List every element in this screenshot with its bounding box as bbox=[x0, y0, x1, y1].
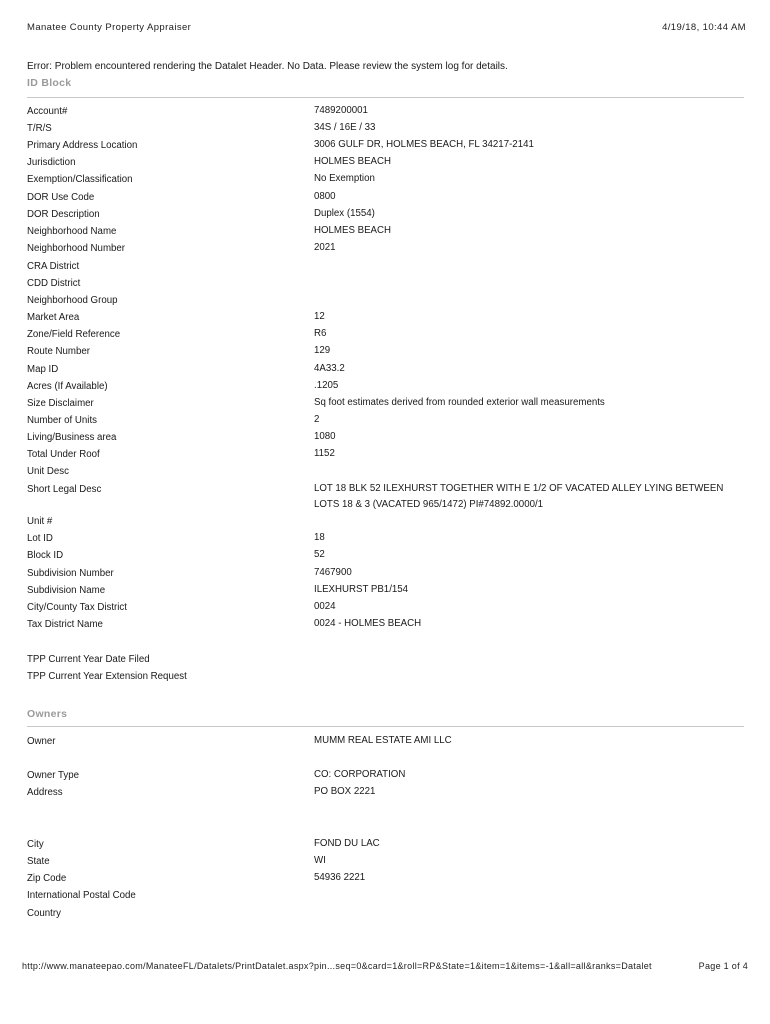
owners-title: Owners bbox=[27, 708, 68, 720]
page-url: http://www.manateepao.com/ManateeFL/Datalets/PrintDatalet.aspx?pin...seq=0&card=1&roll=RP&State=1&item=1&items=-1&all=all&ranks=Datalet bbox=[22, 961, 652, 971]
field-label: Market Area bbox=[27, 312, 80, 323]
field-label: Number of Units bbox=[27, 415, 97, 426]
field-value: R6 bbox=[314, 328, 327, 339]
field-label: Total Under Roof bbox=[27, 449, 100, 460]
field-label: Route Number bbox=[27, 346, 90, 357]
field-value: CO: CORPORATION bbox=[314, 769, 406, 780]
field-label: Owner Type bbox=[27, 770, 80, 781]
field-label: Primary Address Location bbox=[27, 140, 138, 151]
print-datetime: 4/19/18, 10:44 AM bbox=[662, 22, 746, 33]
field-value: FOND DU LAC bbox=[314, 838, 380, 849]
field-value: Sq foot estimates derived from rounded exterior wall measurements bbox=[314, 397, 605, 408]
error-message: Error: Problem encountered rendering the Datalet Header. No Data. Please review the system log for details. bbox=[27, 61, 508, 72]
field-value: 52 bbox=[314, 549, 325, 560]
field-value: 2 bbox=[314, 414, 320, 425]
field-value: Duplex (1554) bbox=[314, 208, 375, 219]
field-value: 0024 - HOLMES BEACH bbox=[314, 618, 422, 629]
field-label: Zip Code bbox=[27, 873, 67, 884]
field-label: Unit Desc bbox=[27, 466, 69, 477]
field-value: 34S / 16E / 33 bbox=[314, 122, 376, 133]
field-value: 54936 2221 bbox=[314, 872, 366, 883]
field-label: Map ID bbox=[27, 364, 59, 375]
field-value: 0024 bbox=[314, 601, 336, 612]
page-number: Page 1 of 4 bbox=[698, 961, 748, 971]
field-label: Zone/Field Reference bbox=[27, 329, 121, 340]
field-label: City bbox=[27, 839, 44, 850]
field-value: HOLMES BEACH bbox=[314, 156, 391, 167]
field-value: 7467900 bbox=[314, 567, 352, 578]
field-label: CRA District bbox=[27, 261, 80, 272]
field-label: Address bbox=[27, 787, 63, 798]
field-label: Unit # bbox=[27, 516, 53, 527]
field-value: 12 bbox=[314, 311, 325, 322]
field-label: Size Disclaimer bbox=[27, 398, 94, 409]
field-label: Lot ID bbox=[27, 533, 53, 544]
field-value: 3006 GULF DR, HOLMES BEACH, FL 34217-2141 bbox=[314, 139, 534, 150]
field-value: WI bbox=[314, 855, 326, 866]
field-value: PO BOX 2221 bbox=[314, 786, 376, 797]
field-value: 1152 bbox=[314, 448, 335, 459]
field-value: .1205 bbox=[314, 380, 339, 391]
field-value: 18 bbox=[314, 532, 325, 543]
field-label: Short Legal Desc bbox=[27, 484, 102, 495]
field-label: DOR Use Code bbox=[27, 192, 95, 203]
field-label: TPP Current Year Extension Request bbox=[27, 671, 187, 682]
field-label: Jurisdiction bbox=[27, 157, 76, 168]
field-label: City/County Tax District bbox=[27, 602, 127, 613]
field-label: Subdivision Name bbox=[27, 585, 106, 596]
field-value: ILEXHURST PB1/154 bbox=[314, 584, 409, 595]
field-value: 0800 bbox=[314, 191, 336, 202]
field-label: CDD District bbox=[27, 278, 81, 289]
field-value: 1080 bbox=[314, 431, 336, 442]
field-label: Neighborhood Name bbox=[27, 226, 117, 237]
field-label: Neighborhood Group bbox=[27, 295, 118, 306]
field-value: 2021 bbox=[314, 242, 336, 253]
field-label: TPP Current Year Date Filed bbox=[27, 654, 150, 665]
field-label: Owner bbox=[27, 736, 56, 747]
field-label: State bbox=[27, 856, 50, 867]
field-value: 7489200001 bbox=[314, 105, 368, 116]
field-value: MUMM REAL ESTATE AMI LLC bbox=[314, 735, 452, 746]
owners-divider bbox=[27, 726, 744, 727]
field-label: Subdivision Number bbox=[27, 568, 114, 579]
field-label: Exemption/Classification bbox=[27, 174, 133, 185]
field-value: HOLMES BEACH bbox=[314, 225, 391, 236]
field-label: Tax District Name bbox=[27, 619, 103, 630]
field-label: International Postal Code bbox=[27, 890, 136, 901]
id-block-title: ID Block bbox=[27, 77, 72, 89]
field-value: LOT 18 BLK 52 ILEXHURST TOGETHER WITH E 1/2 OF VACATED ALLEY LYING BETWEEN LOTS 18 & 3 (VACATED 965/1472) PI#74892.0000/1 bbox=[314, 483, 724, 510]
field-label: Neighborhood Number bbox=[27, 243, 126, 254]
site-title: Manatee County Property Appraiser bbox=[27, 22, 192, 33]
field-label: Account# bbox=[27, 106, 68, 117]
field-label: T/R/S bbox=[27, 123, 52, 134]
field-value: 129 bbox=[314, 345, 331, 356]
field-label: Country bbox=[27, 908, 61, 919]
field-value: 4A33.2 bbox=[314, 363, 345, 374]
field-value: No Exemption bbox=[314, 173, 375, 184]
field-label: Block ID bbox=[27, 550, 64, 561]
id-block-divider bbox=[27, 97, 744, 98]
field-label: Living/Business area bbox=[27, 432, 117, 443]
field-label: DOR Description bbox=[27, 209, 100, 220]
field-label: Acres (If Available) bbox=[27, 381, 108, 392]
